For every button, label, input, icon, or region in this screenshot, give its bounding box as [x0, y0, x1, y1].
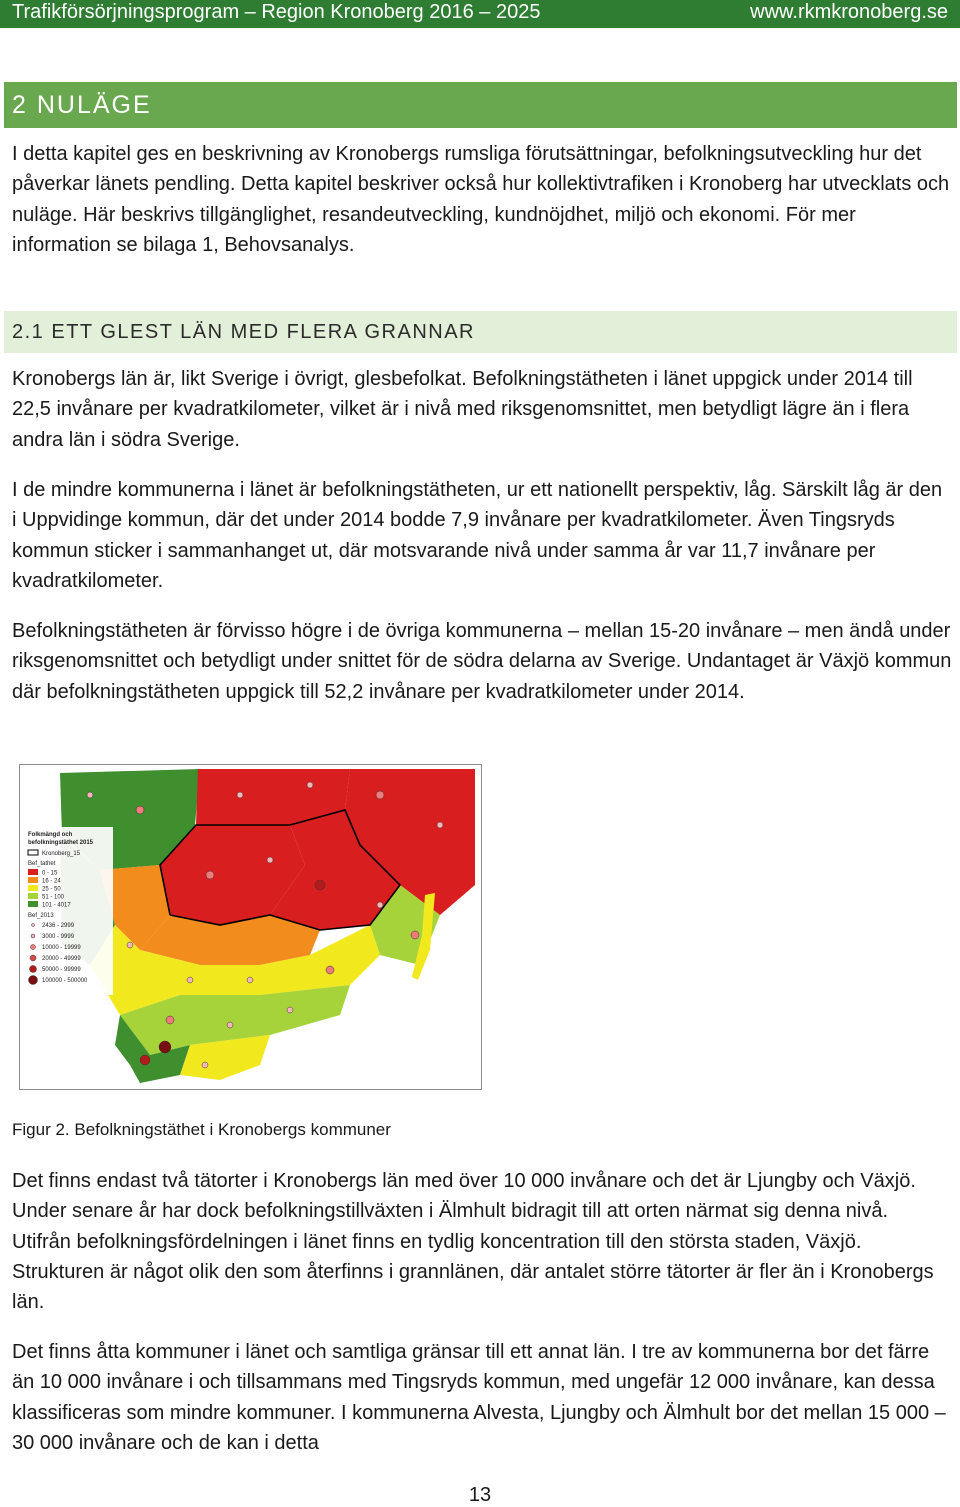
- header-document-title: Trafikförsörjningsprogram – Region Kronoberg 2016 – 2025: [12, 1, 541, 23]
- legend-population-label: 50000 - 99999: [42, 967, 81, 973]
- legend-density-swatch: [28, 885, 38, 891]
- population-marker: [437, 822, 443, 828]
- legend-density-label: 0 - 15: [42, 870, 58, 877]
- page-number: 13: [468, 1484, 492, 1506]
- section-heading: 2.1 ETT GLEST LÄN MED FLERA GRANNAR: [4, 311, 957, 353]
- body-paragraph-2: I de mindre kommunerna i länet är befolkningstätheten, ur ett nationellt perspektiv, låg. Särskilt låg är den i Uppvidinge kommun, där det under 2014 bodde 7,9 invånare per kvadratkilometer. Även Tingsryds kommun sticker i sammanhanget ut, där motsvarande nivå under samma år var 11,7 invånare per kvadratkilometer.: [12, 479, 943, 592]
- legend-title-line1: Folkmängd och: [28, 832, 73, 838]
- legend-population-marker: [31, 945, 36, 950]
- page-header: [0, 0, 960, 28]
- population-marker: [159, 1041, 171, 1053]
- population-marker: [136, 806, 144, 814]
- population-marker: [411, 931, 419, 939]
- population-marker: [227, 1022, 233, 1028]
- population-marker: [247, 977, 253, 983]
- population-density-map: [19, 764, 482, 1090]
- legend-population-marker: [30, 955, 36, 961]
- legend-density-swatch: [28, 877, 38, 883]
- population-marker: [202, 1062, 208, 1068]
- legend-population-marker: [31, 934, 35, 938]
- population-marker: [307, 782, 313, 788]
- legend-density-label: 51 - 100: [42, 894, 65, 901]
- intro-paragraph: I detta kapitel ges en beskrivning av Kronobergs rumsliga förutsättningar, befolkningsutveckling hur det påverkar länets pendling. Detta kapitel beskriver också hur kollektivtrafiken i Kronoberg har utvecklats och nuläge. Här beskrivs tillgänglighet, resandeutveckling, kundnöjdhet, miljö och ekonomi. För mer information se bilaga 1, Behovsanalys.: [12, 143, 950, 256]
- legend-density-swatch: [28, 893, 38, 899]
- legend-population-marker: [32, 924, 35, 927]
- population-marker: [87, 792, 93, 798]
- legend-population-label: 100000 - 500000: [42, 978, 88, 984]
- legend-density-label: 16 - 24: [42, 878, 61, 885]
- legend-title-line2: befolkningstäthet 2015: [28, 840, 94, 846]
- population-marker: [315, 880, 325, 890]
- legend-density-label: 25 - 50: [42, 886, 61, 893]
- body-paragraph-5: Det finns åtta kommuner i länet och samtliga gränsar till ett annat län. I tre av kommunerna bor det färre än 10 000 invånare i och tillsammans med Tingsryds kommun, med ungefär 12 000 invånare, kan dessa klassificeras som mindre kommuner. I kommunerna Alvesta, Ljungby och Älmhult bor det mellan 15 000 – 30 000 invånare och de kan i detta: [12, 1341, 946, 1454]
- map-graphic: [20, 765, 481, 1089]
- body-paragraph-3: Befolkningstätheten är förvisso högre i de övriga kommunerna – mellan 15-20 invånare – men ändå under riksgenomsnittet och betydligt under snittet för de södra delarna av Sverige. Undantaget är Växjö kommun där befolkningstätheten uppgick till 52,2 invånare per kvadratkilometer under 2014.: [12, 620, 952, 703]
- population-marker: [187, 977, 193, 983]
- legend-boundary-label: Kronoberg_15: [42, 851, 81, 857]
- map-legend: [23, 827, 113, 995]
- population-marker: [237, 792, 243, 798]
- body-paragraph-1: Kronobergs län är, likt Sverige i övrigt, glesbefolkat. Befolkningstätheten i länet uppgick under 2014 till 22,5 invånare per kvadratkilometer, vilket är i nivå med riksgenomsnittet, men betydligt lägre än i flera andra län i södra Sverige.: [12, 368, 913, 451]
- chapter-heading: 2 NULÄGE: [4, 82, 957, 128]
- header-website-link[interactable]: www.rkmkronoberg.se: [750, 1, 948, 23]
- legend-density-swatch: [28, 901, 38, 907]
- population-marker: [326, 966, 334, 974]
- legend-density-swatch: [28, 869, 38, 875]
- population-marker: [377, 902, 383, 908]
- legend-population-label: 10000 - 19999: [42, 945, 81, 951]
- population-marker: [267, 857, 273, 863]
- legend-population-label: 3000 - 9999: [42, 934, 75, 940]
- legend-population-label: 20000 - 49999: [42, 956, 81, 962]
- population-marker: [140, 1055, 150, 1065]
- legend-population-marker: [29, 976, 38, 985]
- legend-density-header: Bef_tathet: [28, 861, 56, 867]
- population-marker: [376, 791, 384, 799]
- legend-population-header: Bef_2013: [28, 913, 54, 919]
- population-marker: [127, 942, 133, 948]
- population-marker: [287, 1007, 293, 1013]
- population-marker: [206, 871, 214, 879]
- figure-caption: Figur 2. Befolkningstäthet i Kronobergs kommuner: [12, 1120, 391, 1139]
- legend-density-label: 101 - 4017: [42, 902, 71, 909]
- population-marker: [166, 1016, 174, 1024]
- legend-population-marker: [30, 966, 37, 973]
- body-paragraph-4: Det finns endast två tätorter i Kronobergs län med över 10 000 invånare och det är Ljungby och Växjö. Under senare år har dock befolkningstillväxten i Älmhult bidragit till att orten närmat sig denna nivå. Utifrån befolkningsfördelningen i länet finns en tydlig koncentration till den största staden, Växjö. Strukturen är något olik den som återfinns i grannlänen, där antalet större tätorter är fler än i Kronobergs län.: [12, 1170, 934, 1314]
- legend-population-label: 2436 - 2999: [42, 923, 75, 929]
